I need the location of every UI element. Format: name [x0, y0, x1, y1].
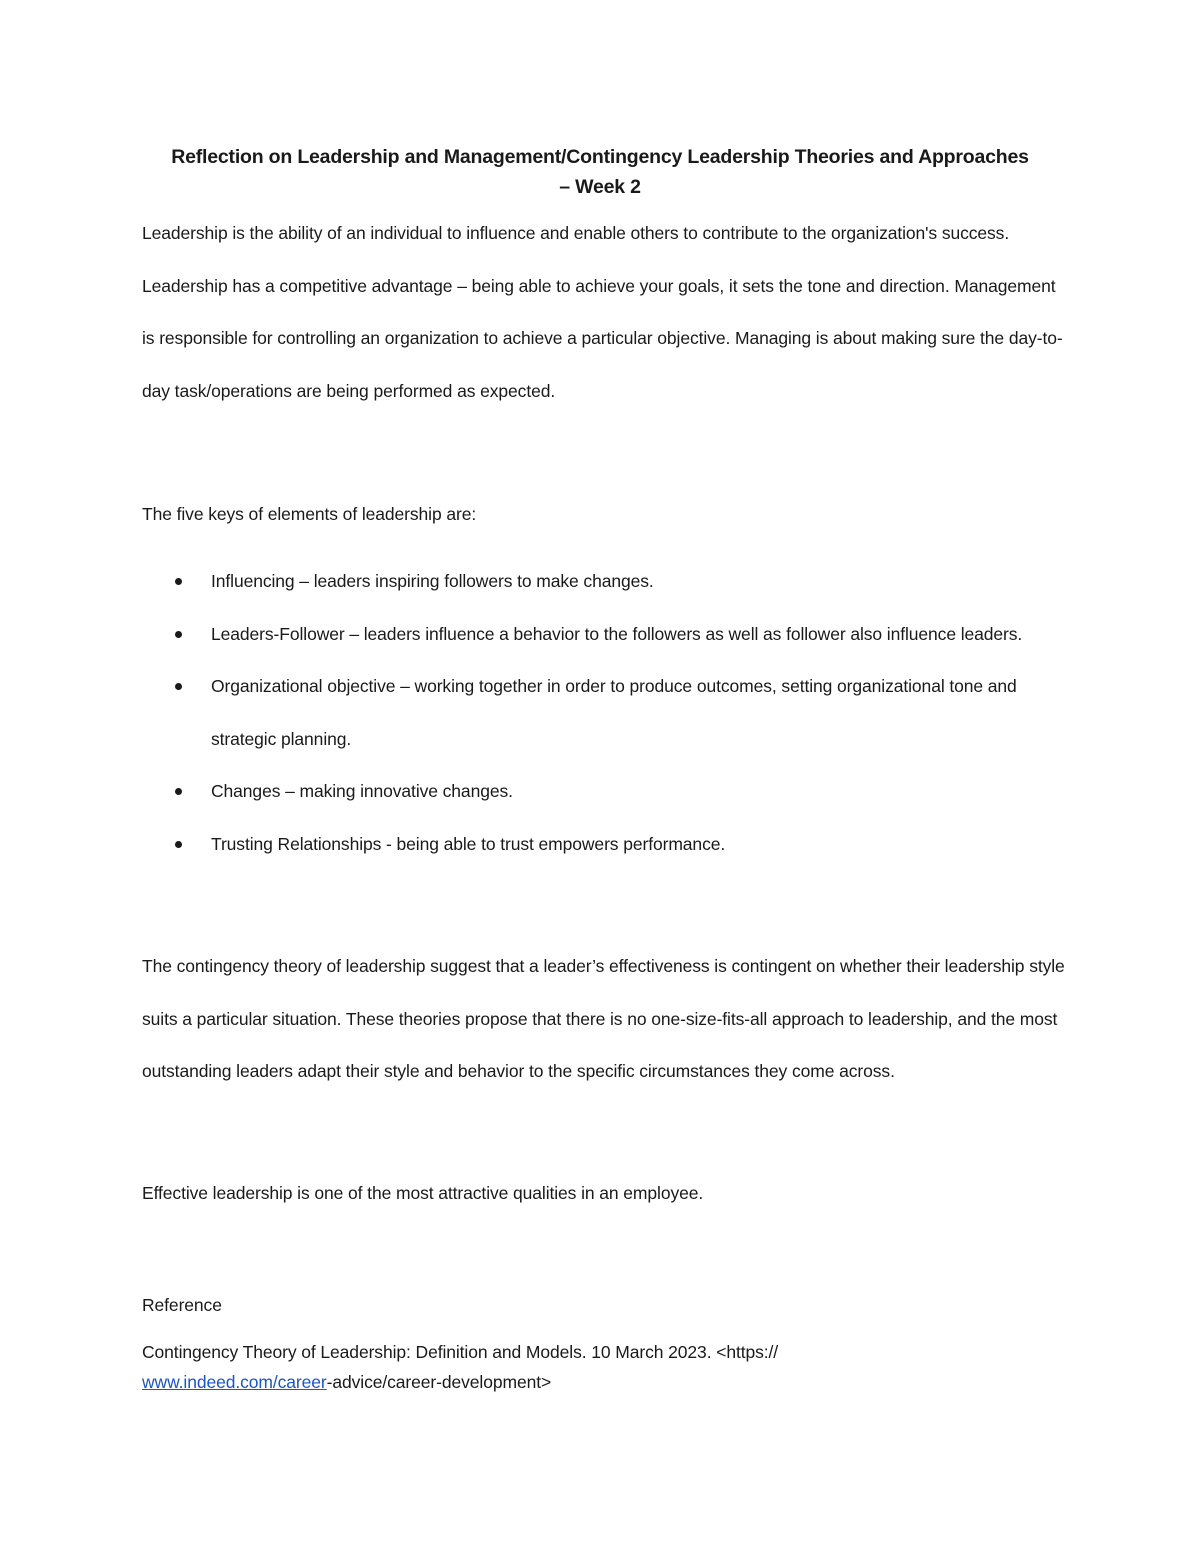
list-item-text: Leaders-Follower – leaders influence a behavior to the followers as well as follower also influence leaders.: [211, 623, 1023, 644]
bullet-icon: [175, 788, 182, 795]
list-item: [142, 765, 1072, 818]
title-line-1: Reflection on Leadership and Management/Contingency Leadership Theories and Approaches: [171, 146, 1029, 168]
bullet-icon: [175, 631, 182, 638]
list-item-text: Influencing – leaders inspiring followers to make changes.: [211, 571, 654, 591]
title-line-2: – Week 2: [559, 176, 641, 198]
list-item: [142, 660, 1072, 765]
list-item-text: Changes – making innovative changes.: [211, 781, 513, 801]
bullet-icon: [175, 578, 182, 585]
reference-link[interactable]: www.indeed.com/career: [142, 1372, 327, 1392]
bullet-icon: [175, 683, 182, 690]
paragraph-effective-leadership: Effective leadership is one of the most attractive qualities in an employee.: [142, 1183, 704, 1203]
reference-heading: Reference: [142, 1295, 222, 1315]
list-item-text: Organizational objective – working together in order to produce outcomes, setting organizational tone and strategic planning.: [211, 676, 1017, 749]
list-item: [142, 818, 1072, 871]
list-intro: The five keys of elements of leadership are:: [142, 504, 477, 524]
list-item: [142, 555, 1072, 608]
reference-text: Contingency Theory of Leadership: Definition and Models. 10 March 2023. <https://: [142, 1342, 779, 1362]
paragraph-leadership-definition: Leadership is the ability of an individual to influence and enable others to contribute to the organization's success. Leadership has a competitive advantage – being able to achieve your goals, it sets the tone and direction. Management is responsible for controlling an organization to achieve a particular objective. Managing is about making sure the day-to-day task/operations are being performed as expected.: [142, 223, 1063, 401]
leadership-elements-list: [142, 555, 1072, 870]
list-item-text: Trusting Relationships - being able to trust empowers performance.: [211, 833, 726, 854]
paragraph-contingency-theory: The contingency theory of leadership suggest that a leader’s effectiveness is contingent on whether their leadership style suits a particular situation. These theories propose that there is no one-size-fits-all approach to leadership, and the most outstanding leaders adapt their style and behavior to the specific circumstances they come across.: [142, 956, 1065, 1081]
bullet-icon: [175, 841, 182, 848]
reference-tail: -advice/career-development>: [326, 1372, 552, 1392]
list-item: [142, 608, 1072, 661]
document-title: [130, 142, 1070, 202]
reference-entry: [142, 1337, 1072, 1397]
